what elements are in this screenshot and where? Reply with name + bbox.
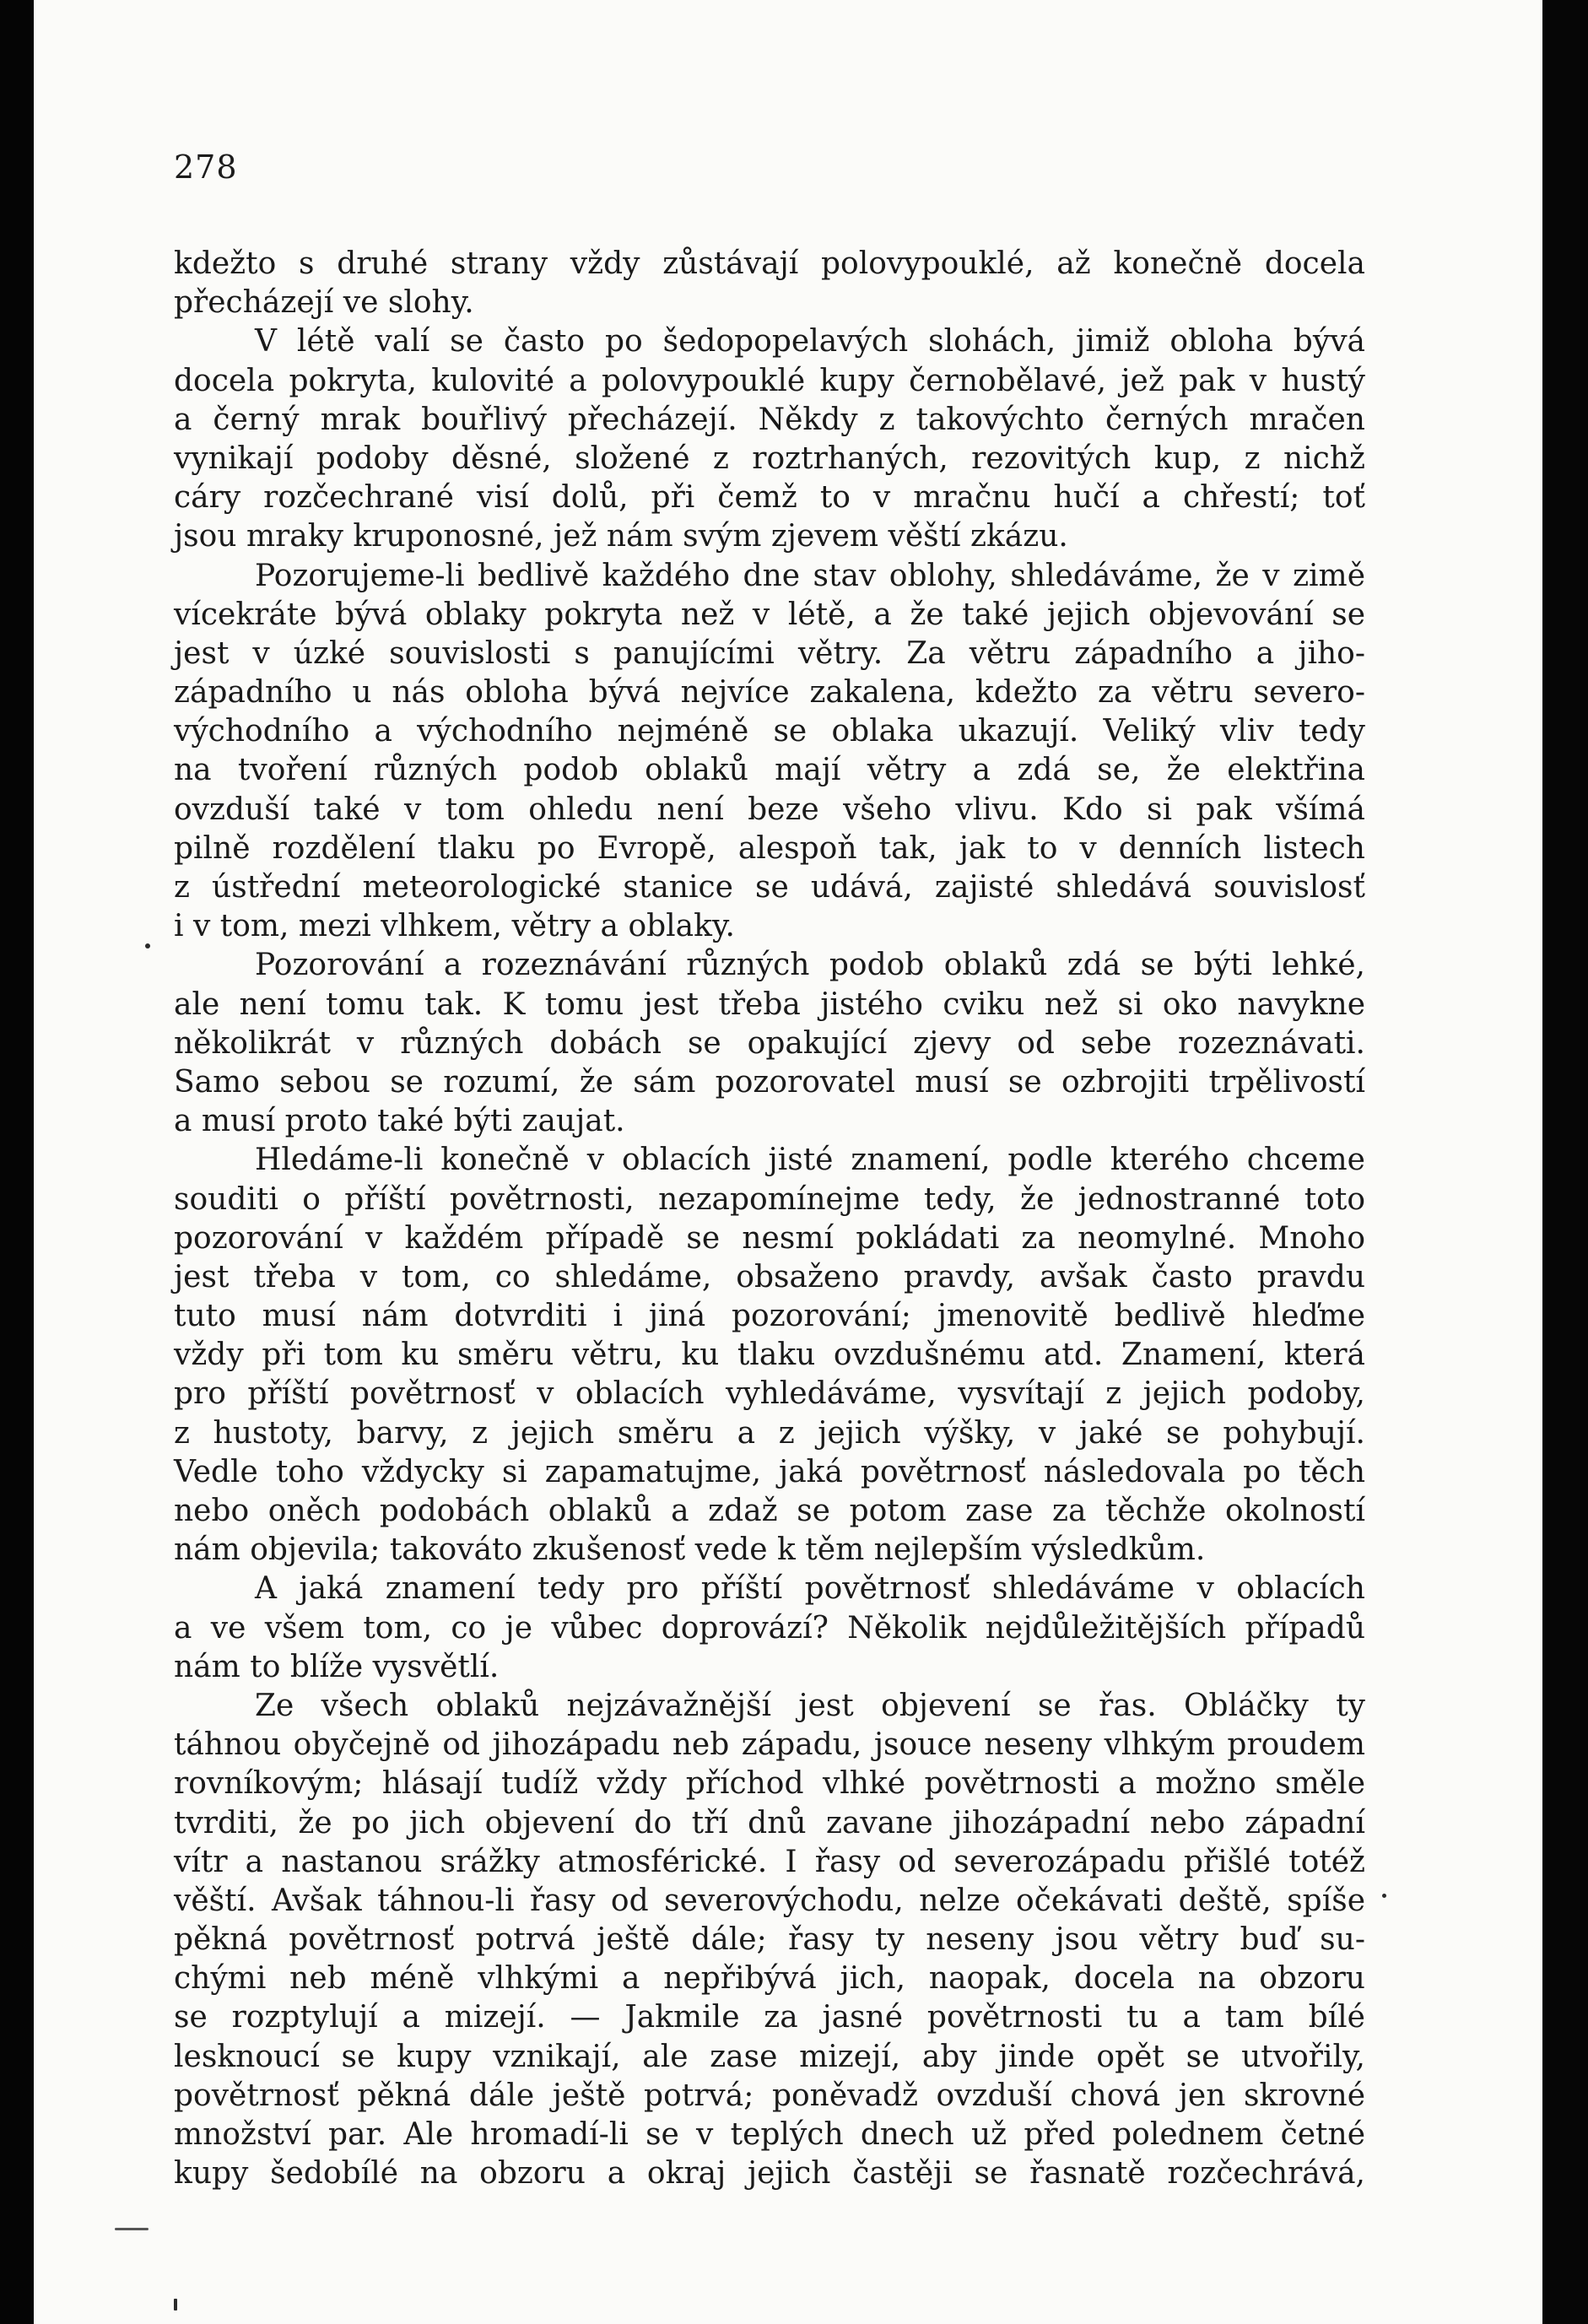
text-line: západního u nás obloha bývá nejvíce zakalena, kdežto za větru severo- (174, 675, 1365, 711)
text-line: tuto musí nám dotvrditi i jiná pozorování; jmenovitě bedlivě hleďme (174, 1299, 1365, 1334)
text-line: kupy šedobílé na obzoru a okraj jejich častěji se řasnatě rozčechrává, (174, 2156, 1365, 2192)
text-line: Vedle toho vždycky si zapamatujme, jaká povětrnosť následovala po těch (174, 1454, 1365, 1489)
text-line: rovníkovým; hlásají tudíž vždy příchod vlhké povětrnosti a možno směle (174, 1766, 1365, 1802)
text-line: chými neb méně vlhkými a nepřibývá jich, naopak, docela na obzoru (174, 1961, 1365, 1997)
text-line: souditi o příští povětrnosti, nezapomínejme tedy, že jednostranné toto (174, 1181, 1365, 1217)
text-line: z ústřední meteorologické stanice se udává, zajisté shledává souvislosť (174, 870, 1365, 905)
text-line: vícekráte bývá oblaky pokryta než v létě, a že také jejich objevování se (174, 597, 1365, 632)
text-line: z hustoty, barvy, z jejich směru a z jejich výšky, v jaké se pohybují. (174, 1415, 1365, 1451)
text-line: docela pokryta, kulovité a polovypouklé kupy černobělavé, jež pak v hustý (174, 363, 1365, 398)
scan-border-left (0, 0, 34, 2324)
scan-border-right (1542, 0, 1588, 2324)
text-line: nám to blíže vysvětlí. (174, 1649, 500, 1684)
text-line: nebo oněch podobách oblaků a zdaž se potom zase za těchže okolností (174, 1494, 1365, 1528)
text-line: nám objevila; takováto zkušenosť vede k těm nejlepším výsledkům. (174, 1532, 1206, 1568)
text-line: ovzduší také v tom ohledu není beze všeho vlivu. Kdo si pak všímá (174, 792, 1365, 827)
body-text (174, 245, 1365, 2193)
text-line: a černý mrak bouřlivý přecházejí. Někdy z takovýchto černých mračen (174, 402, 1365, 437)
text-line: V létě valí se často po šedopopelavých slohách, jimiž obloha bývá (255, 324, 1365, 359)
text-line: lesknoucí se kupy vznikají, ale zase mizejí, aby jinde opět se utvořily, (174, 2039, 1365, 2074)
text-line: ale není tomu tak. K tomu jest třeba jistého cviku než si oko navykne (174, 986, 1365, 1022)
text-line: jest v úzké souvislosti s panujícími větry. Za větru západního a jiho- (174, 635, 1365, 671)
text-line: cáry rozčechrané visí dolů, při čemž to v mračnu hučí a chřestí; toť (174, 480, 1365, 516)
text-line: věští. Avšak táhnou-li řasy od severovýchodu, nelze očekávati deště, spíše (174, 1883, 1365, 1918)
text-line: vítr a nastanou srážky atmosférické. I řasy od severozápadu přišlé totéž (174, 1844, 1365, 1879)
text-line: Pozorujeme-li bedlivě každého dne stav oblohy, shledáváme, že v zimě (255, 558, 1365, 593)
text-line: na tvoření různých podob oblaků mají větry a zdá se, že elektřina (174, 753, 1365, 788)
text-line: povětrnosť pěkná dále ještě potrvá; poněvadž ovzduší chová jen skrovné (174, 2078, 1365, 2113)
scan-speck (174, 2299, 177, 2310)
text-line: pěkná povětrnosť potrvá ještě dále; řasy ty neseny jsou větry buď su- (174, 1922, 1365, 1958)
text-line: a musí proto také býti zaujat. (174, 1104, 625, 1139)
text-line: Pozorování a rozeznávání různých podob oblaků zdá se býti lehké, (255, 948, 1365, 983)
text-line: vždy při tom ku směru větru, ku tlaku ovzdušnému atd. Znamení, která (174, 1338, 1365, 1373)
text-line: pro příští povětrnosť v oblacích vyhledáváme, vysvítají z jejich podoby, (174, 1376, 1365, 1412)
text-line: přecházejí ve slohy. (174, 285, 474, 321)
text-line: Samo sebou se rozumí, že sám pozorovatel musí se ozbrojiti trpělivostí (174, 1064, 1365, 1100)
scan-speck (1382, 1894, 1386, 1898)
text-line: a ve všem tom, co je vůbec doprovází? Několik nejdůležitějších případů (174, 1610, 1365, 1646)
text-line: A jaká znamení tedy pro příští povětrnosť shledáváme v oblacích (255, 1571, 1365, 1607)
text-line: tvrditi, že po jich objevení do tří dnů zavane jihozápadní nebo západní (174, 1805, 1365, 1840)
text-line: pozorování v každém případě se nesmí pokládati za neomylné. Mnoho (174, 1220, 1365, 1256)
text-line: se rozptylují a mizejí. — Jakmile za jasné povětrnosti tu a tam bílé (174, 2000, 1365, 2035)
text-line: táhnou obyčejně od jihozápadu neb západu, jsouce neseny vlhkým proudem (174, 1727, 1365, 1763)
text-line: několikrát v různých dobách se opakující zjevy od sebe rozeznávati. (174, 1025, 1365, 1061)
text-line: množství par. Ale hromadí-li se v teplých dnech už před polednem četné (174, 2117, 1365, 2152)
scan-speck (115, 2228, 149, 2230)
scan-speck (145, 943, 150, 949)
text-line: východního a východního nejméně se oblaka ukazují. Veliký vliv tedy (174, 714, 1365, 749)
text-line: jsou mraky kruponosné, jež nám svým zjevem věští zkázu. (174, 519, 1068, 554)
text-line: pilně rozdělení tlaku po Evropě, alespoň tak, jak to v denních listech (174, 830, 1365, 866)
text-line: Ze všech oblaků nejzávažnější jest objevení se řas. Obláčky ty (255, 1688, 1365, 1723)
text-line: kdežto s druhé strany vždy zůstávají polovypouklé, až konečně docela (174, 246, 1365, 281)
text-line: Hledáme-li konečně v oblacích jisté znamení, podle kterého chceme (255, 1143, 1365, 1178)
page-number: 278 (174, 149, 238, 186)
text-line: i v tom, mezi vlhkem, větry a oblaky. (174, 909, 735, 944)
text-line: vynikají podoby děsné, složené z roztrhaných, rezovitých kup, z nichž (174, 440, 1365, 476)
text-line: jest třeba v tom, co shledáme, obsaženo pravdy, avšak často pravdu (174, 1259, 1365, 1294)
